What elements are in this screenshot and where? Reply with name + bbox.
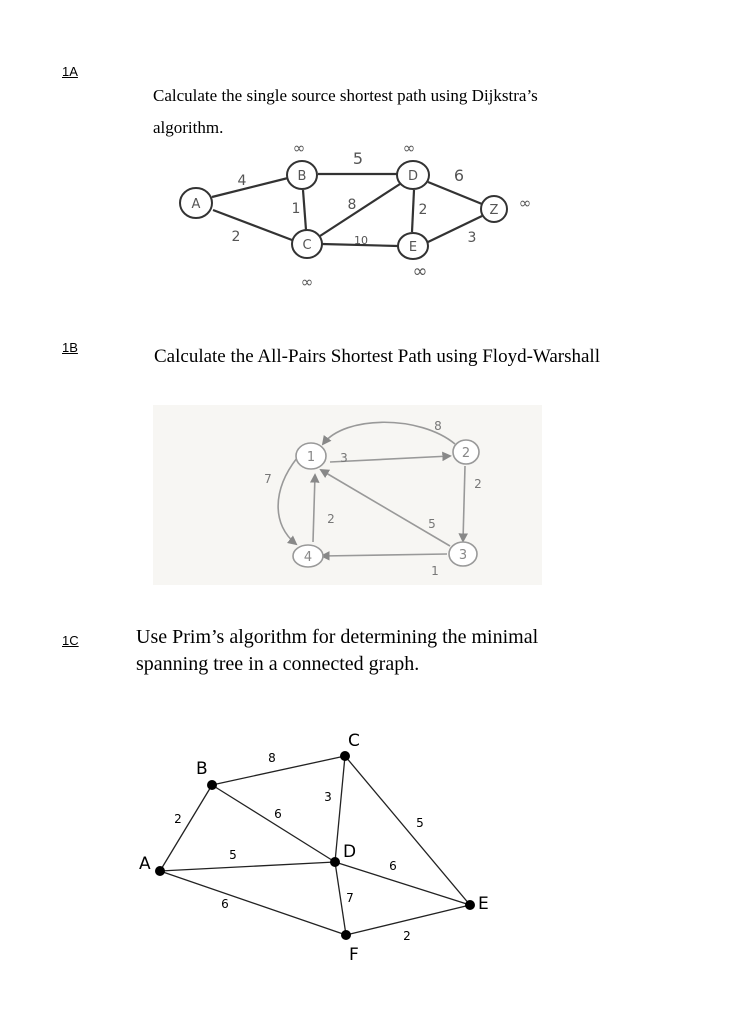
question-text-1c [136,624,538,678]
dijkstra-graph [0,0,756,300]
question-label-1a: 1A [62,64,78,79]
weight-a-b: 4 [237,173,247,189]
question-label-1b: 1B [62,340,78,355]
fw-weight-2-1: 8 [434,419,442,433]
prim-node-a [155,866,165,876]
question-text-1a-line2: algorithm. [153,118,224,138]
prim-edge-d-e [335,862,470,905]
floyd-warshall-figure [0,400,756,600]
edge-a-b [212,178,288,197]
question-text-1c-line2: spanning tree in a connected graph. [136,653,420,675]
prim-edge-a-b [160,785,212,871]
prim-node-label-a: A [139,854,151,874]
prim-weight-d-e: 6 [389,859,397,873]
prim-weight-a-d: 5 [229,848,237,862]
node-label-e: E [408,240,418,255]
prim-weight-f-e: 2 [403,929,411,943]
question-text-1b: Calculate the All-Pairs Shortest Path using Floyd-Warshall [154,346,600,367]
prim-node-label-f: F [349,945,359,965]
weight-c-d: 8 [347,197,357,213]
prim-edge-c-e [345,756,470,905]
infinity-e: ∞ [412,261,428,282]
node-label-a: A [191,197,201,212]
prim-weight-b-c: 8 [268,751,276,765]
prim-node-b [207,780,217,790]
infinity-d: ∞ [402,139,416,157]
figure-background [153,405,542,585]
prim-node-f [341,930,351,940]
prim-node-label-d: D [343,842,357,862]
question-label-1c: 1C [62,633,79,648]
infinity-b: ∞ [292,139,306,157]
prim-edge-b-c [212,756,345,785]
node-label-b: B [297,169,307,184]
prim-weight-b-d: 6 [274,807,282,821]
fw-node-label-2: 2 [461,446,471,461]
prim-node-e [465,900,475,910]
edge-a-c [213,210,292,240]
prim-weight-c-d: 3 [324,790,332,804]
prim-weight-c-e: 5 [416,816,424,830]
fw-node-label-4: 4 [303,550,313,565]
fw-weight-3-1: 5 [428,517,436,531]
prim-node-label-b: B [196,759,208,779]
prim-edge-d-f [335,862,346,935]
weight-a-c: 2 [231,229,241,245]
weight-d-e: 2 [418,202,428,218]
node-label-z: Z [489,203,499,218]
fw-weight-4-1: 2 [327,512,335,526]
edge-c-d [320,184,400,236]
prim-node-c [340,751,350,761]
fw-weight-1-2: 3 [340,451,348,465]
question-text-1c-line1: Use Prim’s algorithm for determining the minimal [136,626,539,648]
prim-node-d [330,857,340,867]
edge-d-e [412,190,414,232]
prim-node-label-e: E [478,894,489,914]
weight-b-d: 5 [352,149,364,168]
prim-graph [0,720,756,1000]
weight-b-c: 1 [291,201,301,217]
fw-node-label-3: 3 [458,548,468,563]
prim-weight-a-b: 2 [174,812,182,826]
prim-weight-a-f: 6 [221,897,229,911]
fw-node-label-1: 1 [306,450,316,465]
prim-weight-d-f: 7 [346,891,354,905]
weight-e-z: 3 [467,230,477,246]
prim-edge-a-f [160,871,346,935]
fw-weight-3-4: 1 [431,564,439,578]
question-text-1a-line1: Calculate the single source shortest path using Dijkstra’s [153,86,538,105]
infinity-z: ∞ [518,194,532,212]
weight-c-e: 10 [354,234,368,247]
fw-weight-1-4: 7 [264,472,272,486]
edge-b-c [303,190,306,230]
prim-edge-a-d [160,862,335,871]
node-label-d: D [407,169,419,184]
node-label-c: C [302,238,312,253]
prim-node-label-c: C [348,731,360,751]
infinity-c: ∞ [300,273,314,291]
weight-d-z: 6 [453,166,465,185]
fw-weight-2-3: 2 [474,477,482,491]
edge-d-z [428,182,482,204]
